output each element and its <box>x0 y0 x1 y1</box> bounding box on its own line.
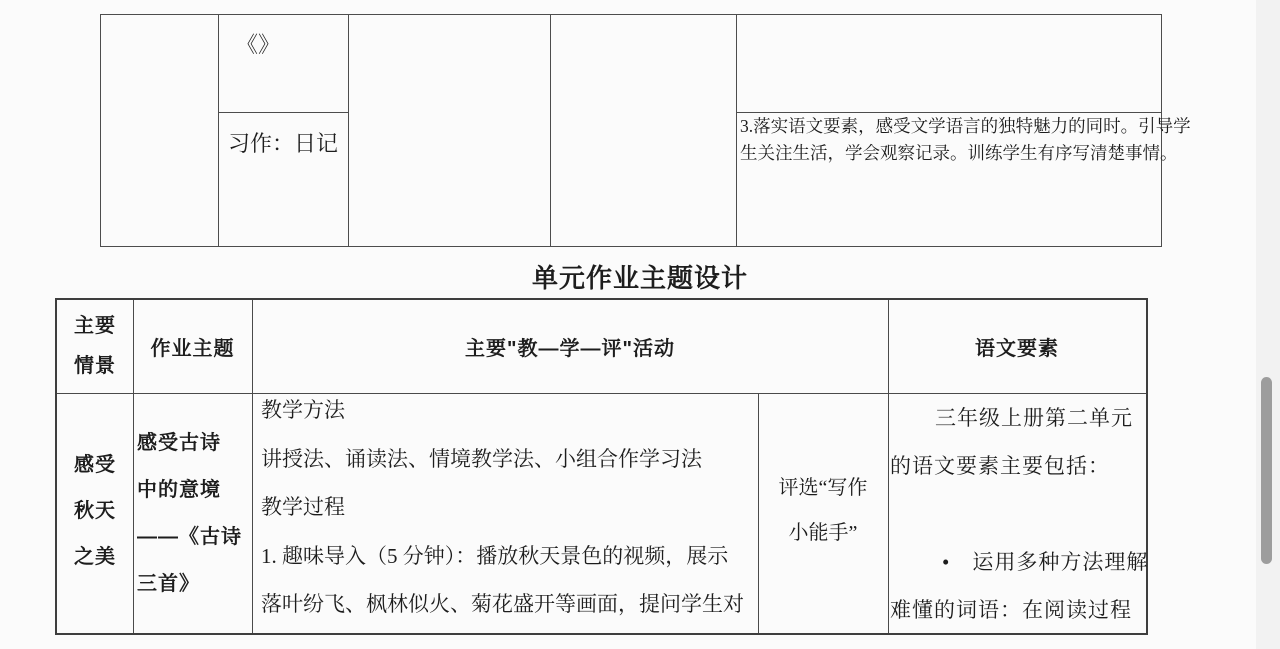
header-teach-learn-evaluate-activity: 主要"教—学—评"活动 <box>465 338 675 360</box>
table-border-line <box>218 112 349 113</box>
theme-line: 中的意境 <box>137 479 221 501</box>
activity-line: 教学方法 <box>261 398 345 422</box>
scene-line: 之美 <box>74 546 116 568</box>
theme-line: 感受古诗 <box>137 432 221 454</box>
award-cell <box>758 466 888 556</box>
element-line: 难懂的词语：在阅读过程 <box>890 598 1132 622</box>
language-elements-cell <box>890 394 1149 634</box>
element-line: 的语文要素主要包括： <box>890 454 1110 478</box>
activity-line: 教学过程 <box>261 495 345 519</box>
overview-table <box>100 14 1191 247</box>
theme-line: ——《古诗 <box>137 526 242 548</box>
table-border-line <box>550 15 551 246</box>
header-line: 情景 <box>74 355 116 377</box>
header-language-elements: 语文要素 <box>975 338 1059 360</box>
element-line: 三年级上册第二单元 <box>935 406 1133 430</box>
header-main-scene <box>57 306 133 386</box>
activity-cell <box>261 386 755 629</box>
table-border-line <box>348 15 349 246</box>
theme-line: 三首》 <box>137 573 200 595</box>
award-line: 评选“写作 <box>778 477 868 499</box>
scene-line: 秋天 <box>74 500 116 522</box>
design-table <box>55 298 1148 635</box>
note-line: 生关注生活，学会观察记录。训练学生有序写清楚事情。 <box>740 143 1178 163</box>
element-line <box>890 490 1144 538</box>
scrollbar-thumb[interactable] <box>1261 377 1272 564</box>
award-line: 小能手” <box>788 522 858 544</box>
unit-goal-note-cell <box>740 113 1191 167</box>
table-border-line <box>736 15 737 246</box>
theme-cell <box>137 420 252 608</box>
lesson-title-cell: 《》 <box>236 32 281 57</box>
scene-cell <box>57 442 133 580</box>
header-assignment-theme: 作业主题 <box>150 338 235 360</box>
activity-line: 落叶纷飞、枫林似火、菊花盛开等画面，提问学生对 <box>261 592 744 616</box>
section-title: 单元作业主题设计 <box>531 263 748 293</box>
activity-line: 1. 趣味导入（5 分钟）：播放秋天景色的视频，展示 <box>261 543 729 568</box>
table-border-line <box>218 15 219 246</box>
scene-line: 感受 <box>74 454 116 476</box>
header-line: 主要 <box>74 315 116 337</box>
activity-line: 讲授法、诵读法、情境教学法、小组合作学习法 <box>261 446 702 471</box>
element-line: • 运用多种方法理解 <box>942 550 1149 574</box>
writing-task-cell: 习作：日记 <box>228 131 339 156</box>
note-line: 3.落实语文要素，感受文学语言的独特魅力的同时。引导学 <box>740 116 1191 136</box>
